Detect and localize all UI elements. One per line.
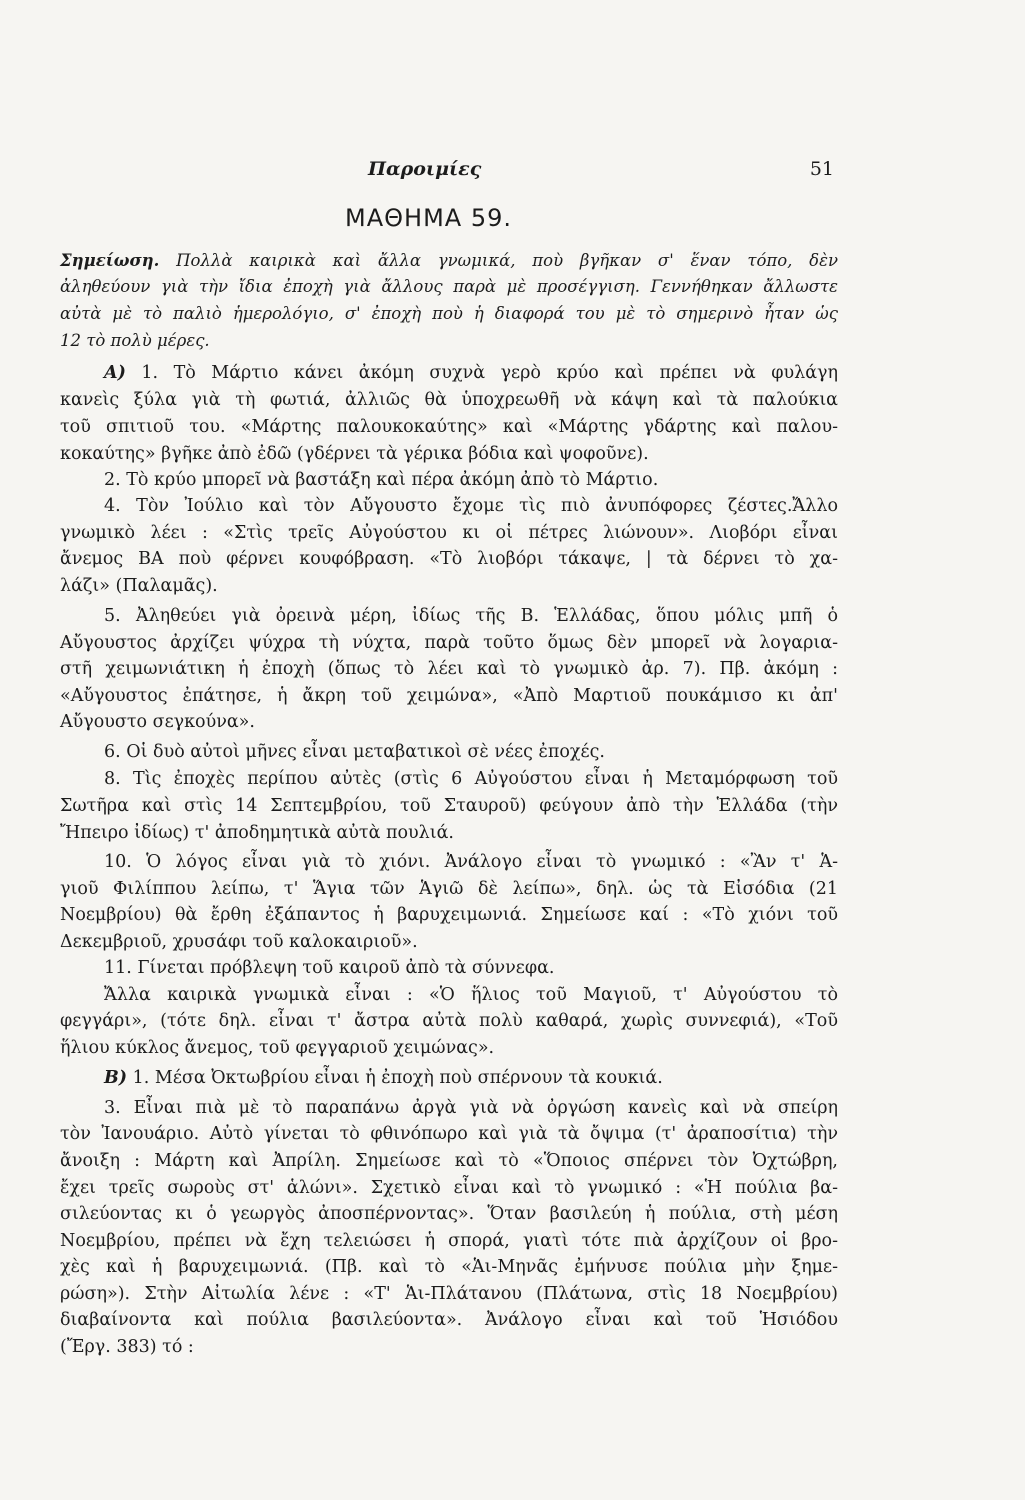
- line-text: διαβαίνοντα καὶ πούλια βασιλεύοντα». Ἀνάλογο εἶναι καὶ τοῦ Ἡσιόδου: [60, 1310, 838, 1330]
- line-text: 1. Μέσα Ὀκτωβρίου εἶναι ἡ ἐποχὴ ποὺ σπέρνουν τὰ κουκιά.: [127, 1068, 663, 1088]
- line-text: 11. Γίνεται πρόβλεψη τοῦ καιροῦ ἀπὸ τὰ σύννεφα.: [104, 958, 555, 978]
- text-line: [60, 274, 838, 300]
- text-line: [60, 820, 838, 846]
- text-line: [60, 656, 838, 682]
- text-line: [60, 709, 838, 735]
- text-line: [60, 793, 838, 819]
- text-line: [104, 360, 838, 386]
- text-line: [60, 1307, 838, 1333]
- text-line: [104, 766, 838, 792]
- line-text: γιοῦ Φιλίππου λείπω, τ' Ἅγια τῶν Ἁγιῶ δὲ λείπω», δηλ. ὡς τὰ Εἰσόδια (21: [60, 879, 838, 899]
- section-label: Α): [104, 363, 126, 383]
- text-line: [104, 739, 838, 765]
- page-header: [0, 158, 1025, 188]
- line-text: 5. Ἀληθεύει γιὰ ὀρεινὰ μέρη, ἰδίως τῆς Β. Ἑλλάδας, ὅπου μόλις μπῆ ὁ: [104, 606, 838, 626]
- line-text: 12 τὸ πολὺ μέρες.: [60, 331, 210, 350]
- text-line: [60, 902, 838, 928]
- text-line: [60, 1175, 838, 1201]
- line-text: στῆ χειμωνιάτικη ἡ ἐποχὴ (ὅπως τὸ λέει καὶ τὸ γνωμικὸ ἀρ. 7). Πβ. ἀκόμη :: [60, 659, 838, 679]
- line-text: Σωτῆρα καὶ στὶς 14 Σεπτεμβρίου, τοῦ Σταυροῦ) φεύγουν ἀπὸ τὴν Ἑλλάδα (τὴν: [60, 796, 838, 816]
- text-line: [60, 1201, 838, 1227]
- text-line: [104, 467, 838, 493]
- text-line: [60, 1035, 838, 1061]
- line-text: τοῦ σπιτιοῦ του. «Μάρτης παλουκοκαύτης» καὶ «Μάρτης γδάρτης καὶ παλου-: [60, 417, 838, 437]
- line-text: 4. Τὸν Ἰούλιο καὶ τὸν Αὔγουστο ἔχομε τὶς πιὸ ἀνυπόφορες ζέστες.Ἄλλο: [104, 496, 838, 516]
- text-line: [104, 1095, 838, 1121]
- text-line: [60, 1254, 838, 1280]
- text-line: [60, 876, 838, 902]
- text-line: [60, 1148, 838, 1174]
- line-text: 6. Οἱ δυὸ αὐτοὶ μῆνες εἶναι μεταβατικοὶ σὲ νέες ἐποχές.: [104, 742, 605, 762]
- line-text: τὸν Ἰανουάριο. Αὐτὸ γίνεται τὸ φθινόπωρο καὶ γιὰ τὰ ὄψιμα (τ' ἀραποσίτια) τὴν: [60, 1124, 838, 1144]
- text-line: [60, 546, 838, 572]
- page-number: 51: [809, 158, 834, 180]
- line-text: 8. Τὶς ἐποχὲς περίπου αὐτὲς (στὶς 6 Αὐγούστου εἶναι ἡ Μεταμόρφωση τοῦ: [104, 769, 838, 789]
- section-label: Σημείωση.: [60, 251, 160, 270]
- line-text: ἥλιου κύκλος ἄνεμος, τοῦ φεγγαριοῦ χειμώνας».: [60, 1038, 495, 1058]
- line-text: αὐτὰ μὲ τὸ παλιὸ ἡμερολόγιο, σ' ἐποχὴ ποὺ ἡ διαφορά του μὲ τὸ σημερινὸ ἦταν ὡς: [60, 304, 838, 323]
- line-text: 1. Τὸ Μάρτιο κάνει ἀκόμη συχνὰ γερὸ κρύο καὶ πρέπει νὰ φυλάγη: [125, 363, 838, 383]
- text-line: [60, 683, 838, 709]
- line-text: Αὔγουστο σεγκούνα».: [60, 712, 255, 732]
- text-line: [104, 603, 838, 629]
- line-text: ἔχει τρεῖς σωροὺς στ' ἁλώνι». Σχετικὸ εἶναι καὶ τὸ γνωμικό : «Ἡ πούλια βα-: [60, 1178, 838, 1198]
- text-line: [60, 441, 838, 467]
- text-line: [60, 520, 838, 546]
- text-line: [60, 248, 838, 274]
- line-text: Νοεμβρίου) θὰ ἔρθη ἐξάπαντος ἡ βαρυχειμωνιά. Σημείωσε καί : «Τὸ χιόνι τοῦ: [60, 905, 838, 925]
- text-line: [60, 387, 838, 413]
- line-text: Νοεμβρίου, πρέπει νὰ ἔχη τελειώσει ἡ σπορά, γιατὶ τότε πιὰ ἀρχίζουν οἱ βρο-: [60, 1231, 838, 1251]
- line-text: ἄνοιξη : Μάρτη καὶ Ἀπρίλη. Σημείωσε καὶ τὸ «Ὅποιος σπέρνει τὸν Ὀχτώβρη,: [60, 1151, 838, 1171]
- text-line: [60, 1228, 838, 1254]
- line-text: 10. Ὁ λόγος εἶναι γιὰ τὸ χιόνι. Ἀνάλογο εἶναι τὸ γνωμικό : «Ἂν τ' Ἁ-: [104, 852, 838, 872]
- text-line: [60, 1008, 838, 1034]
- line-text: φεγγάρι», (τότε δηλ. εἶναι τ' ἄστρα αὐτὰ πολὺ καθαρά, χωρὶς συννεφιά), «Τοῦ: [60, 1011, 838, 1031]
- text-line: [60, 414, 838, 440]
- text-line: [104, 1065, 838, 1091]
- text-line: [104, 493, 838, 519]
- section-label: Β): [104, 1068, 128, 1088]
- line-text: κοκαύτης» βγῆκε ἀπὸ ἐδῶ (γδέρνει τὰ γέρικα βόδια καὶ ψοφοῦνε).: [60, 444, 649, 464]
- line-text: λάζι» (Παλαμᾶς).: [60, 576, 218, 596]
- line-text: κανεὶς ξύλα γιὰ τὴ φωτιά, ἀλλιῶς θὰ ὑποχρεωθῆ νὰ κάψη καὶ τὰ παλούκια: [60, 390, 838, 410]
- text-line: [60, 573, 838, 599]
- line-text: χὲς καὶ ἡ βαρυχειμωνιά. (Πβ. καὶ τὸ «Ἁι-Μηνᾶς ἐμήνυσε πούλια μὴν ξημε-: [60, 1257, 838, 1277]
- line-text: Αὔγουστος ἀρχίζει ψύχρα τὴ νύχτα, παρὰ τοῦτο ὅμως δὲν μπορεῖ νὰ λογαρια-: [60, 633, 838, 653]
- lesson-title: ΜΑΘΗΜΑ 59.: [345, 204, 512, 232]
- text-line: [60, 301, 838, 327]
- text-line: [60, 1281, 838, 1307]
- line-text: γνωμικὸ λέει : «Στὶς τρεῖς Αὐγούστου κι οἱ πέτρες λιώνουν». Λιοβόρι εἶναι: [60, 523, 838, 543]
- text-line: [60, 1334, 838, 1360]
- line-text: (Ἔργ. 383) τό :: [60, 1337, 194, 1357]
- text-line: [60, 929, 838, 955]
- line-text: Ἤπειρο ἰδίως) τ' ἀποδημητικὰ αὐτὰ πουλιά.: [60, 823, 454, 843]
- text-line: [104, 849, 838, 875]
- line-text: 3. Εἶναι πιὰ μὲ τὸ παραπάνω ἀργὰ γιὰ νὰ ὀργώση κανεὶς καὶ νὰ σπείρη: [104, 1098, 838, 1118]
- line-text: 2. Τὸ κρύο μπορεῖ νὰ βαστάξη καὶ πέρα ἀκόμη ἀπὸ τὸ Μάρτιο.: [104, 470, 659, 490]
- text-line: [60, 1121, 838, 1147]
- text-line: [60, 630, 838, 656]
- text-line: [60, 328, 838, 354]
- text-line: [104, 982, 838, 1008]
- line-text: ἄνεμος ΒΑ ποὺ φέρνει κουφόβραση. «Τὸ λιοβόρι τάκαψε, | τὰ δέρνει τὸ χα-: [60, 549, 838, 569]
- line-text: ἀληθεύουν γιὰ τὴν ἴδια ἐποχὴ γιὰ ἄλλους παρὰ μὲ προσέγγιση. Γεννήθηκαν ἄλλωστε: [60, 277, 838, 296]
- running-title: Παροιμίες: [368, 158, 482, 180]
- line-text: Πολλὰ καιρικὰ καὶ ἄλλα γνωμικά, ποὺ βγῆκαν σ' ἕναν τόπο, δὲν: [159, 251, 838, 270]
- line-text: Ἄλλα καιρικὰ γνωμικὰ εἶναι : «Ὁ ἥλιος τοῦ Μαγιοῦ, τ' Αὐγούστου τὸ: [104, 985, 838, 1005]
- line-text: ρώση»). Στὴν Αἰτωλία λένε : «Τ' Ἁι-Πλάτανου (Πλάτωνα, στὶς 18 Νοεμβρίου): [60, 1284, 838, 1304]
- text-line: [104, 955, 838, 981]
- line-text: σιλεύοντας κι ὁ γεωργὸς ἀποσπέρνοντας». Ὅταν βασιλεύη ἡ πούλια, στὴ μέση: [60, 1204, 838, 1224]
- line-text: «Αὔγουστος ἐπάτησε, ἡ ἄκρη τοῦ χειμώνα», «Ἀπὸ Μαρτιοῦ πουκάμισο κι ἀπ': [60, 686, 838, 706]
- line-text: Δεκεμβριοῦ, χρυσάφι τοῦ καλοκαιριοῦ».: [60, 932, 418, 952]
